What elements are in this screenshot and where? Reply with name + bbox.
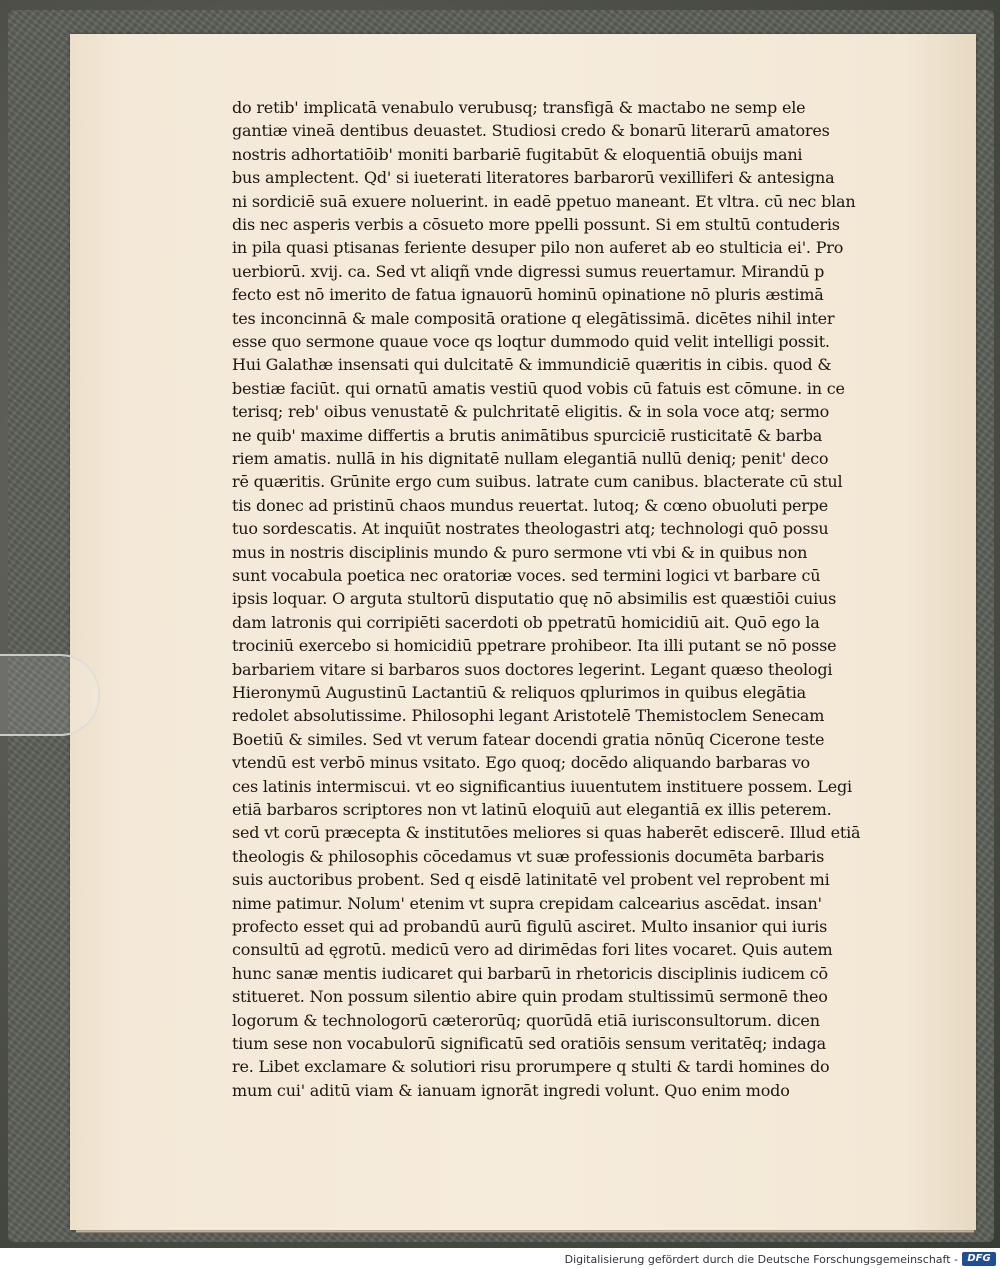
text-line: mus in nostris disciplinis mundo & puro sermone vti vbi & in quibus non — [232, 542, 808, 562]
text-line: barbariem vitare si barbaros suos doctores legerint. Legant quæso theologi — [232, 659, 833, 679]
text-line: bus amplectent. Qd' si iueterati literatores barbarorū vexilliferi & antesigna — [232, 168, 835, 188]
page-clip — [0, 654, 100, 736]
text-line: in pila quasi ptisanas feriente desuper pilo non auferet ab eo stulticia ei'. Pro — [232, 238, 844, 258]
text-line: suis auctoribus probent. Sed q eisdē latinitatē vel probent vel reprobent mi — [232, 870, 830, 890]
text-line: dis nec asperis verbis a cōsueto more ppelli possunt. Si em stultū contuderis — [232, 215, 840, 234]
text-line: sed vt corū præcepta & institutōes meliores si quas haberēt ediscerē. Illud etiā — [232, 823, 861, 843]
text-line: hunc sanæ mentis iudicaret qui barbarū in rhetoricis disciplinis iudicem cō — [232, 963, 828, 983]
text-line: mum cui' aditū viam & ianuam ignorāt ingredi volunt. Quo enim modo — [232, 1080, 790, 1100]
text-line: Boetiū & similes. Sed vt verum fatear docendi gratia nōnūq Cicerone teste — [232, 729, 825, 749]
text-line: fecto est nō imerito de fatua ignauorū hominū opinatione nō pluris æstimā — [232, 285, 824, 305]
text-line: nostris adhortatiōib' moniti barbariē fugitabūt & eloquentiā obuijs mani — [232, 144, 803, 164]
text-line: ipsis loquar. O arguta stultorū disputatio quę nō absimilis est quæstiōi cuius — [232, 589, 837, 609]
text-line: do retib' implicatā venabulo verubusq; transfigā & mactabo ne semp ele — [232, 98, 806, 117]
text-line: tes inconcinnā & male compositā oratione q elegātissimā. dicētes nihil inter — [232, 308, 835, 328]
text-line: rē quæritis. Grūnite ergo cum suibus. latrate cum canibus. blacterate cū stul — [232, 472, 843, 492]
text-line: vtendū est verbō minus vsitato. Ego quoq; docēdo aliquando barbaras vo — [232, 753, 810, 773]
text-line: trociniū exercebo si homicidiū ppetrare prohibeor. Ita illi putant se nō posse — [232, 636, 837, 656]
text-line: gantiæ vineā dentibus deuastet. Studiosi credo & bonarū literarū amatores — [232, 121, 830, 141]
text-line: Hui Galathæ insensati qui dulcitatē & immundiciē quæritis in cibis. quod & — [232, 355, 832, 375]
text-line: etiā barbaros scriptores non vt latinū eloquiū aut elegantiā ex illis peterem. — [232, 800, 832, 819]
dfg-logo: DFG — [962, 1252, 996, 1266]
text-line: uerbiorū. xvij. ca. Sed vt aliqñ vnde digressi sumus reuertamur. Mirandū p — [232, 261, 825, 281]
text-line: dam latronis qui corripiēti sacerdoti ob ppetratū homicidiū ait. Quō ego la — [232, 612, 820, 632]
text-line: redolet absolutissime. Philosophi legant Aristotelē Themistoclem Senecam — [232, 706, 825, 726]
text-line: stitueret. Non possum silentio abire quin prodam stultissimū sermonē theo — [232, 987, 828, 1007]
text-line: tium sese non vocabulorū significatū sed oratiōis sensum veritatēq; indaga — [232, 1034, 826, 1053]
text-line: esse quo sermone quaue voce qs loqtur dummodo quid velit intelligi possit. — [232, 332, 830, 351]
text-line: ces latinis intermiscui. vt eo significantius iuuentutem instituere possem. Legi — [232, 776, 852, 796]
text-line: nime patimur. Nolum' etenim vt supra crepidam calcearius ascēdat. insan' — [232, 893, 822, 913]
page-text-block — [232, 96, 892, 1106]
text-line: ne quib' maxime differtis a brutis animātibus spurciciē rusticitatē & barba — [232, 425, 823, 445]
text-line: re. Libet exclamare & solutiori risu prorumpere q stulti & tardi homines do — [232, 1057, 830, 1077]
text-line: theologis & philosophis cōcedamus vt suæ professionis documēta barbaris — [232, 846, 825, 866]
footer-credit: Digitalisierung gefördert durch die Deutsche Forschungsgemeinschaft - — [564, 1253, 958, 1266]
text-line: sunt vocabula poetica nec oratoriæ voces. sed termini logici vt barbare cū — [232, 566, 821, 585]
text-line: profecto esset qui ad probandū aurū figulū asciret. Multo insanior qui iuris — [232, 917, 828, 936]
text-line: bestiæ faciūt. qui ornatū amatis vestiū quod vobis cū fatuis est cōmune. in ce — [232, 378, 845, 398]
text-line: Hieronymū Augustinū Lactantiū & reliquos qplurimos in quibus elegātia — [232, 683, 806, 702]
text-line: ni sordiciē suā exuere noluerint. in eadē ppetuo maneant. Et vltra. cū nec blan — [232, 191, 856, 211]
text-line: tuo sordescatis. At inquiūt nostrates theologastri atq; technologi quō possu — [232, 519, 829, 539]
text-line: riem amatis. nullā in his dignitatē nullam elegantiā nullū deniq; penit' deco — [232, 449, 829, 468]
text-line: logorum & technologorū cæterorūq; quorūdā etiā iurisconsultorum. dicen — [232, 1010, 820, 1030]
text-line: consultū ad ęgrotū. medicū vero ad dirimēdas fori lites vocaret. Quis autem — [232, 940, 833, 960]
text-line: terisq; reb' oibus venustatē & pulchritatē eligitis. & in sola voce atq; sermo — [232, 402, 830, 422]
text-line: tis donec ad pristinū chaos mundus reuertat. lutoq; & cœno obuoluti perpe — [232, 495, 829, 515]
